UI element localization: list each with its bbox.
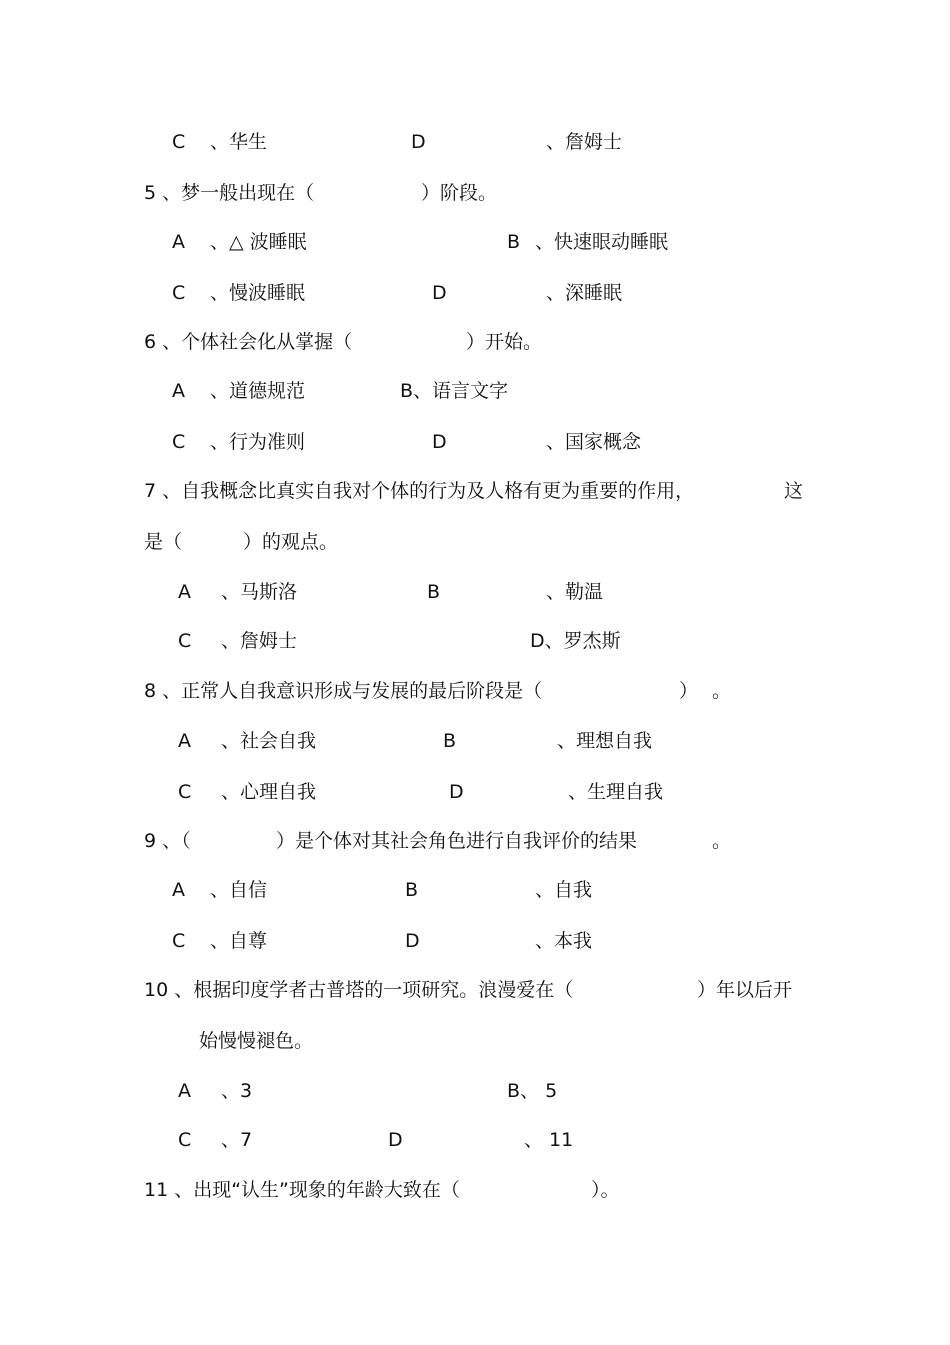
option-d-label: D xyxy=(432,431,447,453)
question-10-stem: 10 、根据印度学者古普塔的一项研究。浪漫爱在（ xyxy=(144,979,574,1001)
option-c-label: C xyxy=(178,1129,192,1151)
option-a-label: A xyxy=(172,879,185,901)
option-a-label: A xyxy=(172,380,185,402)
question-9-body: ）是个体对其社会角色进行自我评价的结果 xyxy=(276,830,638,852)
option-c-text: 、自尊 xyxy=(210,930,268,952)
question-8-end: 。 xyxy=(712,680,732,702)
option-c-label: C xyxy=(172,282,186,304)
option-b-text: 、勒温 xyxy=(546,581,604,603)
option-d-text: 、生理自我 xyxy=(568,781,664,803)
option-d-text: 、深睡眠 xyxy=(546,282,623,304)
option-b-label: B xyxy=(427,581,441,603)
question-5-stem: 5 、梦一般出现在（ xyxy=(144,182,315,204)
option-c-text: 、心理自我 xyxy=(221,781,317,803)
question-8-stem: 8 、正常人自我意识形成与发展的最后阶段是（ xyxy=(144,680,543,702)
option-c-label: C xyxy=(178,781,192,803)
question-8-paren: ） xyxy=(679,680,699,702)
option-b-text: 、理想自我 xyxy=(557,730,653,752)
option-d-label: D xyxy=(388,1129,403,1151)
option-a-text: 、3 xyxy=(221,1080,253,1102)
option-d-text: 、本我 xyxy=(535,930,593,952)
option-c-text: 、慢波睡眠 xyxy=(210,282,306,304)
option-b-text: 、自我 xyxy=(535,879,593,901)
option-a-text: 、自信 xyxy=(210,879,268,901)
question-11-end: ）。 xyxy=(591,1179,620,1201)
option-b-label: B xyxy=(405,879,419,901)
option-b-text: B、语言文字 xyxy=(400,380,509,402)
option-c-label: C xyxy=(172,431,186,453)
question-7-end: ）的观点。 xyxy=(243,531,339,553)
option-d-label: D xyxy=(405,930,420,952)
question-7-stem-cont: 是（ xyxy=(144,531,183,553)
option-a-text: 、社会自我 xyxy=(221,730,317,752)
option-d-label: D xyxy=(449,781,464,803)
option-b-label: B xyxy=(507,231,521,253)
option-a-text: 、马斯洛 xyxy=(221,581,298,603)
question-10-stem-end: ）年以后开 xyxy=(697,979,793,1001)
question-10-stem-cont: 始慢慢褪色。 xyxy=(199,1030,314,1052)
option-c-label: C xyxy=(178,630,192,652)
option-c-text: 、华生 xyxy=(210,131,268,153)
option-d-label: D xyxy=(432,282,447,304)
option-a-label: A xyxy=(178,581,191,603)
option-c-label: C xyxy=(172,131,186,153)
option-d-text: 、国家概念 xyxy=(546,431,642,453)
question-5-end: ）阶段。 xyxy=(421,182,498,204)
option-a-text: 、道德规范 xyxy=(210,380,306,402)
option-a-label: A xyxy=(178,1080,191,1102)
option-a-label: A xyxy=(172,231,185,253)
question-7-stem-end: 这 xyxy=(784,480,804,502)
question-9-stem: 9 、（ xyxy=(144,830,191,852)
option-c-text: 、7 xyxy=(221,1129,253,1151)
option-c-text: 、詹姆士 xyxy=(221,630,298,652)
option-d-text: 、詹姆士 xyxy=(546,131,623,153)
option-d-label: D xyxy=(411,131,426,153)
option-b-text: 、快速眼动睡眠 xyxy=(535,231,669,253)
option-c-text: 、行为准则 xyxy=(210,431,306,453)
question-11-stem: 11 、出现“认生”现象的年龄大致在（ xyxy=(144,1179,460,1201)
question-7-stem: 7 、自我概念比真实自我对个体的行为及人格有更为重要的作用， xyxy=(144,480,695,502)
question-6-end: ）开始。 xyxy=(466,331,543,353)
option-a-label: A xyxy=(178,730,191,752)
question-6-stem: 6 、个体社会化从掌握（ xyxy=(144,331,353,353)
option-b-label: B xyxy=(443,730,457,752)
option-d-text: 、 11 xyxy=(524,1129,574,1151)
question-9-end: 。 xyxy=(712,830,732,852)
option-b-text: B、 5 xyxy=(507,1080,558,1102)
option-a-text: 、△ 波睡眠 xyxy=(210,231,307,253)
option-d-text: D、罗杰斯 xyxy=(530,630,621,652)
option-c-label: C xyxy=(172,930,186,952)
